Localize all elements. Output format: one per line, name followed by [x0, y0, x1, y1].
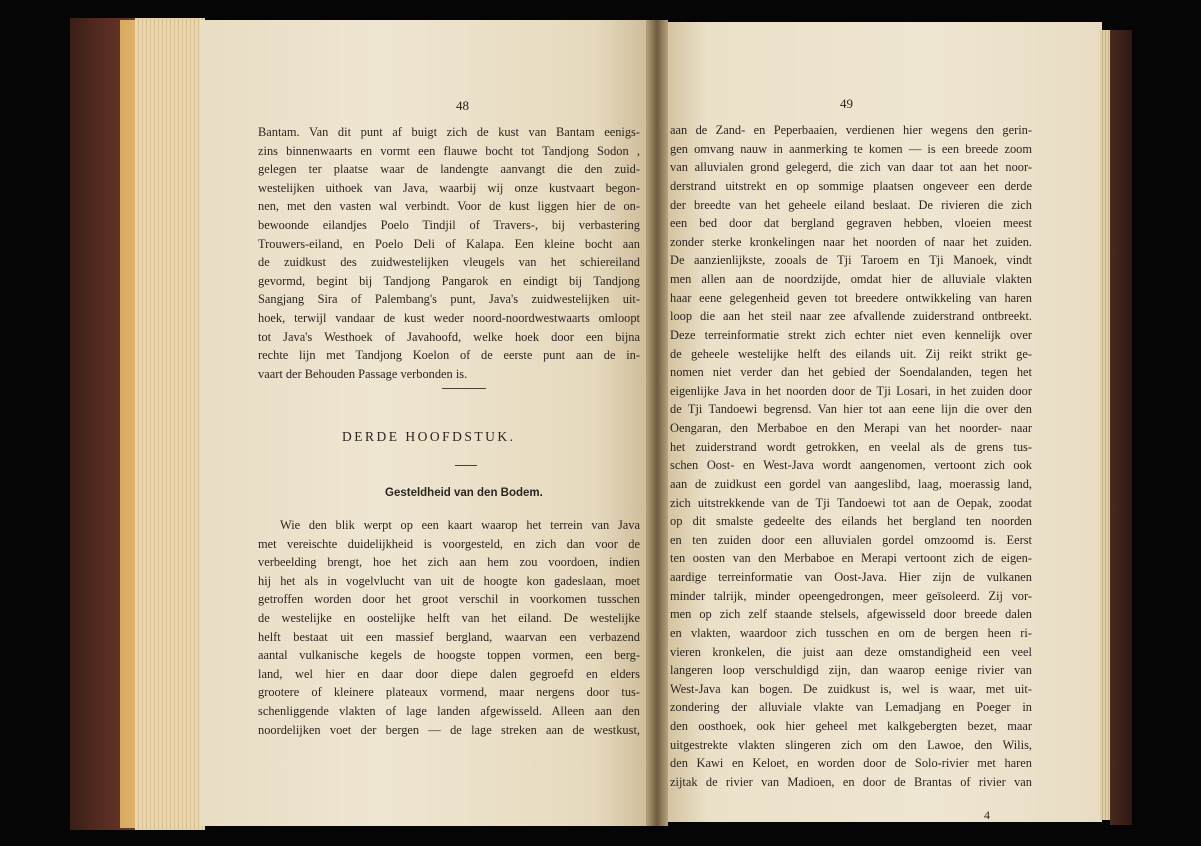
text-line: West-Java kan bogen. De zuidkust is, wel is waar, met uit-	[670, 681, 1032, 696]
text-line: schen Oost- en West-Java wordt aangenomen, vertoont zich ook	[670, 458, 1032, 473]
text-line: bewoonde eilandjes Poelo Tindjil of Travers-, bij verbastering	[258, 217, 640, 232]
text-line: men allen aan de noordzijde, omdat hier de alluviale vlakten	[670, 272, 1032, 286]
text-line: tot Java's Westhoek of Javahoofd, welke hoek door een bijna	[258, 329, 640, 344]
text-line: helft bestaat uit een massief bergland, waarvan een verbazend	[258, 629, 640, 644]
text-line: zondering der alluviale vlakte van Lemadjang en Poeger in	[670, 700, 1032, 715]
text-line: gevormd, begint bij Tandjong Pangarok en eindigt bij Tandjong	[258, 273, 640, 288]
section-title: Gesteldheid van den Bodem.	[385, 487, 543, 499]
text-line: Deze terreinformatie strekt zich echter niet even kennelijk over	[670, 327, 1032, 342]
left-paragraph-1	[258, 123, 640, 383]
text-line: zonder sterke kronkelingen naar het noorden of naar het zuiden.	[670, 234, 1032, 249]
text-line: grootere of kleinere plateaux vormend, maar nergens door tus-	[258, 685, 640, 700]
text-line: Bantam. Van dit punt af buigt zich de kust van Bantam eenigs-	[258, 125, 640, 139]
text-line: de geheele westelijke helft des eilands uit. Zij reikt strikt ge-	[670, 346, 1032, 361]
right-paragraph	[670, 121, 1032, 792]
text-line: vaart der Behouden Passage verbonden is.	[258, 366, 468, 381]
text-line: het zuiderstrand wordt getrokken, en veelal als de grens tus-	[670, 439, 1032, 454]
text-line: land, wel hier en daar door diepe dalen gegroefd en elders	[258, 666, 640, 681]
text-line: loop die aan het steil naar zee afvallende zuiderstrand ontbreekt.	[670, 309, 1032, 324]
text-line: uitgestrekte vlakten slingeren zich om den Lawoe, den Wilis,	[670, 737, 1032, 752]
text-line: getroffen worden door het groot verschil in voorkomen tusschen	[258, 592, 640, 607]
book-cover-right	[1110, 30, 1132, 825]
text-line: eigenlijke Java in het noorden door de Tji Losari, in het zuiden door	[670, 383, 1032, 398]
text-line: der breedte van het geheele eiland beslaat. De rivieren die zich	[670, 197, 1032, 212]
text-line: en ten zuiden door een alluvialen gordel omzoomd is. Eerst	[670, 532, 1032, 547]
text-line: aantal vulkanische kegels de hoogste toppen vormen, een berg-	[258, 648, 640, 663]
text-line: vieren kronkelen, die juist aan deze omstandigheid een veel	[670, 644, 1032, 659]
left-paragraph-2	[258, 516, 640, 739]
text-line: aan de Zand- en Peperbaaien, verdienen hier wegens den gerin-	[670, 123, 1032, 137]
text-line: hoek, terwijl vandaar de kust weder noord-noordwestwaarts omloopt	[258, 310, 640, 325]
text-line: gen omvang nauw in aanmerking te komen — is een breede zoom	[670, 141, 1032, 156]
text-line: ten oosten van den Merbaboe en Merapi vertoont zich de eigen-	[670, 551, 1032, 566]
book-gutter	[646, 20, 668, 826]
text-line: verbeelding brengt, hoe het zich aan hem zou voordoen, indien	[258, 555, 640, 570]
text-line: van alluvialen grond gelegerd, die zich van daar tot aan het noor-	[670, 160, 1032, 175]
text-line: op dit smalste gedeelte des eilands het bergland ten noorden	[670, 514, 1032, 529]
text-line: aan de zuidkust een gordel van aangeslibd, laag, moerassig land,	[670, 476, 1032, 491]
text-line: den Kawi en Keloet, en worden door de Solo-rivier met haren	[670, 756, 1032, 771]
chapter-rule	[455, 465, 477, 466]
text-line: zins binnenwaarts en vormt een flauwe bocht tot Tandjong Sodon ,	[258, 143, 640, 158]
chapter-title: DERDE HOOFDSTUK.	[342, 429, 516, 444]
text-line: haar eene gelegenheid geven tot breedere ontwikkeling van haren	[670, 290, 1032, 305]
text-line: schenliggende vlakten of lage landen afgewisseld. Alleen aan den	[258, 703, 640, 718]
page-number-left: 48	[456, 98, 469, 113]
text-line: Oengaran, den Merbaboe en den Merapi van het noorder- naar	[670, 421, 1032, 435]
text-line: men op zich zelf staande stelsels, afgewisseld door breede dalen	[670, 607, 1032, 622]
text-line: rechte lijn met Tandjong Koelon of de eerste punt aan de in-	[258, 348, 640, 363]
text-line: Sangjang Sira of Palembang's punt, Java's zuidwestelijken uit-	[258, 292, 640, 307]
text-line: westelijken uithoek van Java, waarbij wij onze kustvaart begon-	[258, 180, 640, 195]
separator-rule	[442, 388, 486, 389]
text-line: nomen niet verder dan het gebied der Soendalanden, tegen het	[670, 365, 1032, 380]
text-line: gelegen ter plaatse waar de landengte aanvangt die den zuid-	[258, 162, 640, 177]
text-line: met vereischte duidelijkheid is voorgesteld, en zich dan voor de	[258, 536, 640, 551]
text-line: een bed door dat bergland gegraven hebben, vloeien meest	[670, 216, 1032, 231]
text-line: De aanzienlijkste, zooals de Tji Taroem en Tji Manoek, vindt	[670, 253, 1032, 268]
text-line: Trouwers-eiland, en Poelo Deli of Kalapa. Een kleine bocht aan	[258, 236, 640, 251]
text-line: zijtak de rivier van Madioen, en door de Brantas of rivier van	[670, 774, 1032, 789]
text-line: aardige terreinformatie van Oost-Java. Hier zijn de vulkanen	[670, 570, 1032, 584]
text-line: zich uitstrekkende van de Tji Tandoewi tot aan de Oepak, zoodat	[670, 495, 1032, 510]
text-line: Wie den blik werpt op een kaart waarop het terrein van Java	[280, 518, 640, 532]
text-line: langeren loop verschuldigd zijn, dan waarop eenige rivier van	[670, 663, 1032, 678]
text-line: de westelijke en oostelijke helft van het eiland. De westelijke	[258, 610, 640, 625]
page-edges-left	[135, 18, 205, 830]
text-line: de zuidkust des zuidwestelijken vleugels van het schiereiland	[258, 255, 640, 270]
text-line: nen, met den vasten wal verbindt. Voor de kust liggen hier de on-	[258, 199, 640, 214]
text-line: derstrand uitstrekt en op sommige plaatsen ongeveer een derde	[670, 178, 1032, 193]
text-line: hij het als in vogelvlucht van uit de hoogte kon gadeslaan, moet	[258, 573, 640, 588]
page-number-right: 49	[840, 96, 853, 111]
text-line: en vlakten, waardoor zich tusschen en om de bergen heen ri-	[670, 625, 1032, 640]
text-line: minder talrijk, minder opeengedrongen, meer geïsoleerd. Zij vor-	[670, 588, 1032, 603]
text-line: de Tji Tandoewi begrensd. Van hier tot aan eene lijn die over den	[670, 402, 1032, 417]
text-line: noordelijken voet der bergen — de lage streken aan de westkust,	[258, 722, 640, 737]
text-line: den oosthoek, ook hier geheel met kalkgebergten bezet, maar	[670, 719, 1032, 733]
signature-mark: 4	[984, 808, 990, 822]
